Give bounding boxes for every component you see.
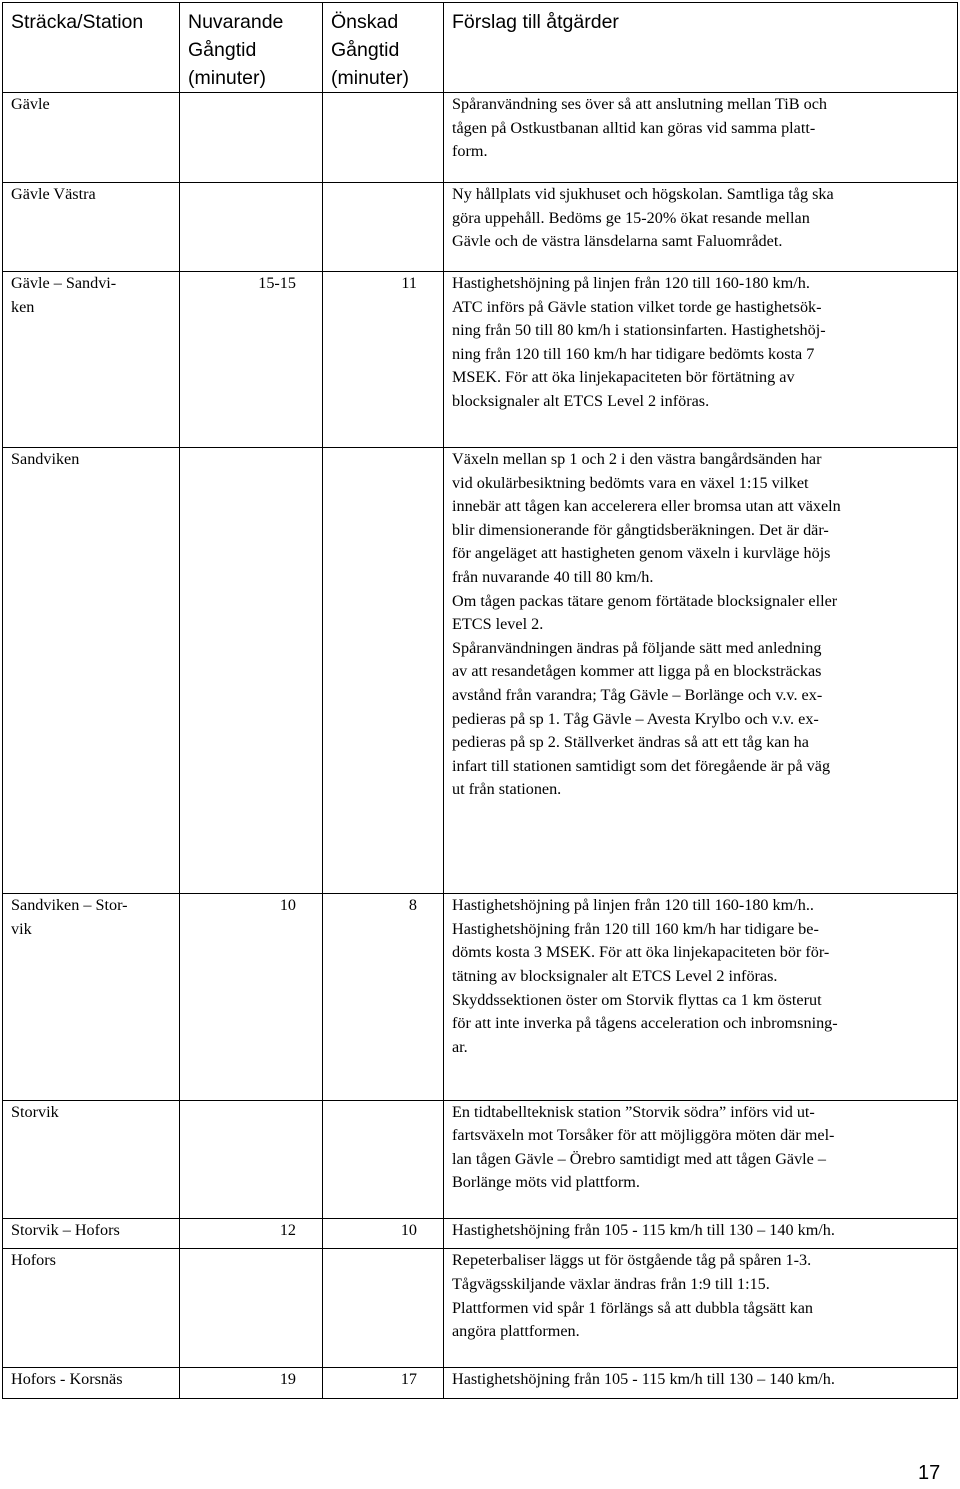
measures-cell [444,183,958,272]
table-row [3,93,958,183]
desired-time-cell: 8 [323,894,444,1100]
measure-line: infart till stationen samtidigt som det föregående är på väg [452,756,831,775]
table-row [3,448,958,894]
segment-line: Sandviken – Stor- [11,896,128,915]
segment-cell [3,894,180,1100]
measure-line: från nuvarande 40 till 80 km/h. [452,568,654,587]
segment-line: Gävle Västra [11,185,96,204]
measure-line: Borlänge möts vid plattform. [452,1173,640,1192]
current-time-cell [180,1100,323,1218]
segment-line: vik [11,919,32,938]
page-number: 17 [918,1462,941,1484]
measure-line: ning från 50 till 80 km/h i stationsinfarten. Hastighetshöj- [452,321,826,340]
segment-cell [3,448,180,894]
desired-time-cell [323,1100,444,1218]
measure-line: dömts kosta 3 MSEK. För att öka linjekapaciteten bör för- [452,943,830,962]
measure-line: tågen på Ostkustbanan alltid kan göras vid samma platt- [452,118,816,137]
header-desired-time: Önskad Gångtid (minuter) [323,3,444,93]
measure-line: ar. [452,1037,468,1056]
header-segment: Sträcka/Station [3,3,180,93]
measure-line: MSEK. För att öka linjekapaciteten bör förtätning av [452,368,795,387]
desired-time-cell: 17 [323,1368,444,1399]
desired-time-cell: 10 [323,1218,444,1249]
measure-line: ning från 120 till 160 km/h har tidigare bedömts kosta 7 [452,344,815,363]
measures-cell [444,1100,958,1218]
measure-line: lan tågen Gävle – Örebro samtidigt med att tågen Gävle – [452,1149,826,1168]
segment-cell [3,183,180,272]
current-time-cell [180,448,323,894]
measure-line: innebär att tågen kan accelerera eller bromsa utan att växeln [452,497,841,516]
measures-cell [444,1249,958,1368]
header-current-time: Nuvarande Gångtid (minuter) [180,3,323,93]
segment-line: Hofors [11,1251,56,1270]
current-time-cell: 12 [180,1218,323,1249]
measure-line: blocksignaler alt ETCS Level 2 införas. [452,391,710,410]
segment-line: Gävle – Sandvi- [11,273,117,292]
desired-time-cell [323,448,444,894]
desired-time-cell [323,1249,444,1368]
measure-line: Repeterbaliser läggs ut för östgående tåg på spåren 1-3. [452,1251,812,1270]
header-measures: Förslag till åtgärder [444,3,958,93]
current-time-cell: 15-15 [180,271,323,447]
segment-cell [3,1100,180,1218]
measure-line: form. [452,142,488,161]
measure-line: Hastighetshöjning från 105 - 115 km/h till 130 – 140 km/h. [452,1220,835,1239]
measure-line: ETCS level 2. [452,615,544,634]
measure-line: Gävle och de västra länsdelarna samt Faluområdet. [452,232,783,251]
measure-line: tätning av blocksignaler alt ETCS Level 2 införas. [452,967,778,986]
measure-line: Spåranvändningen ändras på följande sätt med anledning [452,638,822,657]
segment-line: ken [11,297,35,316]
measures-cell [444,1218,958,1249]
measure-line: pedieras på sp 2. Ställverket ändras så att ett tåg kan ha [452,733,809,752]
measure-line: Hastighetshöjning på linjen från 120 till 160-180 km/h. [452,273,810,292]
measures-cell [444,271,958,447]
measure-line: för att inte inverka på tågens acceleration och inbromsning- [452,1014,838,1033]
segment-cell [3,1368,180,1399]
desired-time-cell [323,93,444,183]
measure-line: Växeln mellan sp 1 och 2 i den västra bangårdsänden har [452,450,822,469]
table-row [3,1368,958,1399]
table-row [3,1218,958,1249]
measure-line: Spåranvändning ses över så att anslutning mellan TiB och [452,95,827,113]
table-row [3,894,958,1100]
measure-line: Ny hållplats vid sjukhuset och högskolan. Samtliga tåg ska [452,185,834,204]
measure-line: avstånd från varandra; Tåg Gävle – Borlänge och v.v. ex- [452,686,823,705]
current-time-cell [180,93,323,183]
measure-line: Hastighetshöjning från 120 till 160 km/h har tidigare be- [452,919,819,938]
segment-line: Gävle [11,95,50,113]
segment-line: Sandviken [11,450,80,469]
segment-line: Storvik [11,1102,59,1121]
current-time-cell: 10 [180,894,323,1100]
measure-line: Hastighetshöjning på linjen från 120 till 160-180 km/h.. [452,896,814,915]
segment-cell [3,93,180,183]
measure-line: pedieras på sp 1. Tåg Gävle – Avesta Krylbo och v.v. ex- [452,709,819,728]
desired-time-cell: 11 [323,271,444,447]
desired-time-cell [323,183,444,272]
measure-line: ut från stationen. [452,780,562,799]
measure-line: Hastighetshöjning från 105 - 115 km/h till 130 – 140 km/h. [452,1370,835,1389]
measure-line: fartsväxeln mot Torsåker för att möjliggöra möten där mel- [452,1126,835,1145]
measure-line: ATC införs på Gävle station vilket torde ge hastighetsök- [452,297,822,316]
measure-line: Skyddssektionen öster om Storvik flyttas ca 1 km österut [452,990,822,1009]
measure-line: blir dimensionerande för gångtidsberäkningen. Det är där- [452,520,829,539]
measures-cell [444,1368,958,1399]
measure-line: Tågvägsskiljande växlar ändras från 1:9 till 1:15. [452,1275,770,1293]
measure-line: vid okulärbesiktning bedömts vara en växel 1:15 vilket [452,473,809,492]
measure-line: Om tågen packas tätare genom förtätade blocksignaler eller [452,591,838,610]
segment-cell [3,1218,180,1249]
measure-line: av att resandetågen kommer att ligga på en blocksträckas [452,662,822,681]
measure-line: En tidtabellteknisk station ”Storvik södra” införs vid ut- [452,1102,815,1121]
measure-line: för angeläget att hastigheten genom växeln i kurvläge höjs [452,544,831,563]
table-row [3,1100,958,1218]
segment-cell [3,271,180,447]
table-row [3,271,958,447]
measures-cell [444,448,958,894]
segment-line: Hofors - Korsnäs [11,1370,123,1389]
table-header-row [3,3,958,93]
current-time-cell [180,183,323,272]
measures-cell [444,894,958,1100]
table-row [3,183,958,272]
current-time-cell [180,1249,323,1368]
segment-line: Storvik – Hofors [11,1220,120,1239]
measures-table [2,2,958,1399]
segment-cell [3,1249,180,1368]
measure-line: Plattformen vid spår 1 förlängs så att dubbla tågsätt kan [452,1298,813,1317]
current-time-cell: 19 [180,1368,323,1399]
measure-line: göra uppehåll. Bedöms ge 15-20% ökat resande mellan [452,208,810,227]
table-row [3,1249,958,1368]
measure-line: angöra plattformen. [452,1322,580,1341]
measures-cell [444,93,958,183]
